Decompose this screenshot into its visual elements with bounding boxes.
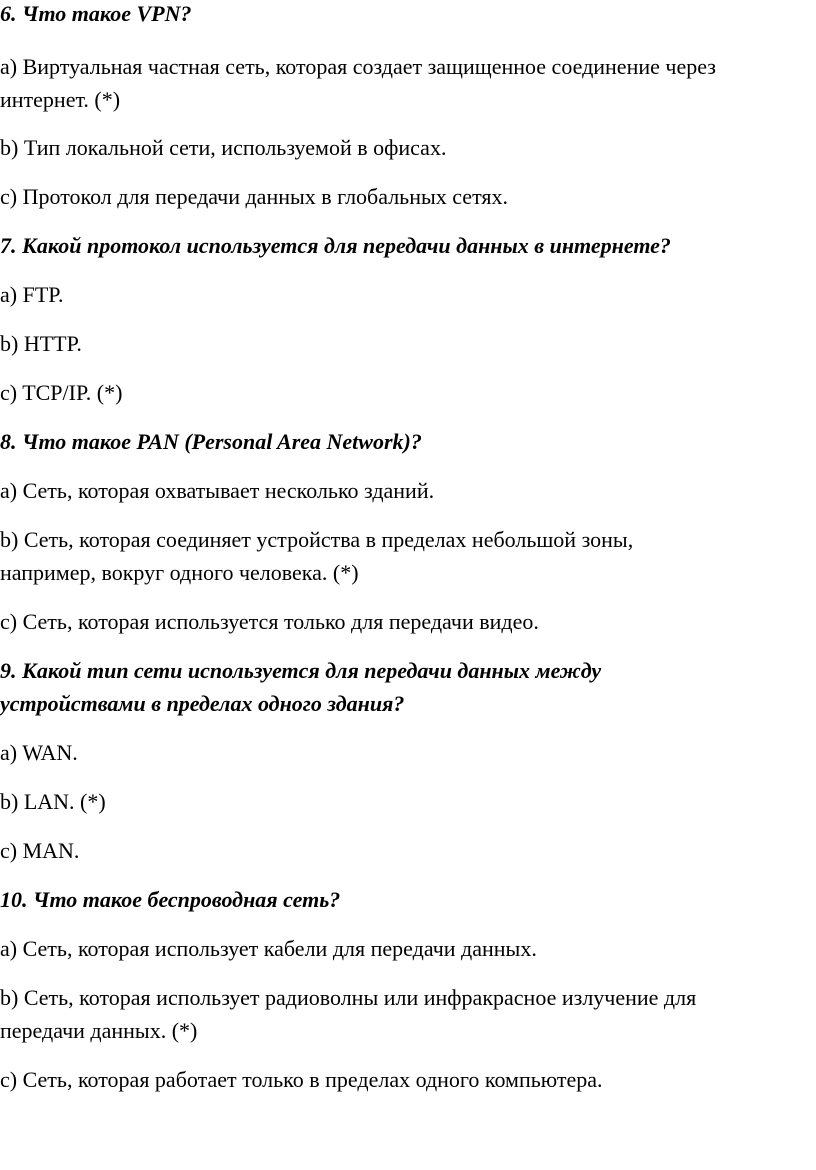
question-8-option-b-line1: b) Сеть, которая соединяет устройства в пределах небольшой зоны, <box>0 527 634 552</box>
question-8-option-c: c) Сеть, которая используется только для передачи видео. <box>0 609 539 634</box>
question-6-option-b: b) Тип локальной сети, используемой в офисах. <box>0 135 447 160</box>
question-8-option-b-line2: например, вокруг одного человека. (*) <box>0 560 359 585</box>
question-8-option-a: a) Сеть, которая охватывает несколько зданий. <box>0 478 435 503</box>
question-10-title: 10. Что такое беспроводная сеть? <box>0 887 341 912</box>
question-6-option-a-line2: интернет. (*) <box>0 87 121 112</box>
question-9-option-c: c) MAN. <box>0 838 80 863</box>
question-10-option-b-line2: передачи данных. (*) <box>0 1018 198 1043</box>
question-9-option-b: b) LAN. (*) <box>0 789 106 814</box>
question-6-option-c: c) Протокол для передачи данных в глобальных сетях. <box>0 184 509 209</box>
question-10-option-c: c) Сеть, которая работает только в пределах одного компьютера. <box>0 1067 603 1092</box>
question-7-option-b: b) HTTP. <box>0 331 82 356</box>
question-10-option-b-line1: b) Сеть, которая использует радиоволны или инфракрасное излучение для <box>0 985 697 1010</box>
question-10-option-a: a) Сеть, которая использует кабели для передачи данных. <box>0 936 537 961</box>
question-9-title-line2: устройствами в пределах одного здания? <box>0 691 405 716</box>
question-7-option-a: a) FTP. <box>0 282 64 307</box>
question-9-option-a: a) WAN. <box>0 740 78 765</box>
question-9-title-line1: 9. Какой тип сети используется для передачи данных между <box>0 658 602 683</box>
question-8-title: 8. Что такое PAN (Personal Area Network)? <box>0 429 422 454</box>
question-6-option-a-line1: a) Виртуальная частная сеть, которая создает защищенное соединение через <box>0 54 716 79</box>
question-7-option-c: c) TCP/IP. (*) <box>0 380 123 405</box>
question-6-title: 6. Что такое VPN? <box>0 1 192 26</box>
question-7-title: 7. Какой протокол используется для передачи данных в интернете? <box>0 233 671 258</box>
